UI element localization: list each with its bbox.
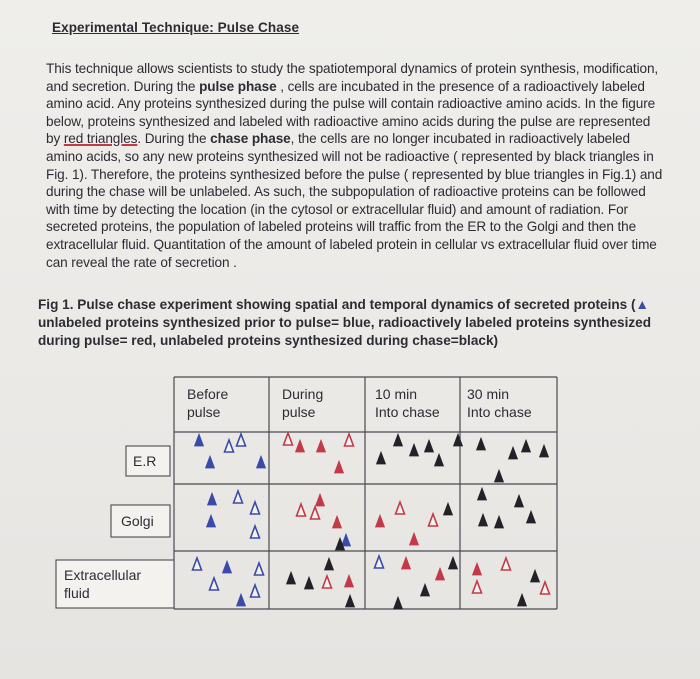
protein-triangle-icon: [375, 556, 384, 568]
legend-triangle-icon: ▲: [635, 297, 650, 312]
column-header-line1: 30 min: [467, 386, 510, 402]
protein-triangle-icon: [210, 578, 219, 590]
protein-triangle-icon: [207, 515, 216, 527]
protein-triangle-icon: [495, 516, 504, 528]
protein-triangle-icon: [225, 440, 234, 452]
column-header-30min: [467, 385, 532, 421]
protein-triangle-icon: [394, 597, 403, 609]
column-header-10min: [375, 385, 440, 421]
protein-triangle-icon: [342, 534, 351, 546]
para-text-4: , the cells are no longer incubated in radioactively labeled amino acids, so any new proteins synthesized will not be radioactive ( represented by black triangles in Fig. 1). Therefore, the proteins synthesized before the pulse ( represented by blue triangles in Fig.1) and during the chase will be unlabeled. As such, the subpopulation of radioactive proteins can be followed with time by detecting the location (in the cytosol or extracellular fluid) and amount of radiation. For secreted proteins, the population of labeled proteins will traffic from the ER to the Golgi and then the extracellular fluid. Quantitation of the amount of labeled protein in cellular vs extracellular fluid over time can reveal the rate of secretion .: [46, 131, 663, 270]
protein-triangle-icon: [234, 491, 243, 503]
protein-triangle-icon: [421, 584, 430, 596]
column-header-line2: Into chase: [467, 404, 532, 420]
protein-triangle-icon: [206, 456, 215, 468]
column-header-line2: pulse: [282, 404, 316, 420]
protein-triangle-icon: [394, 434, 403, 446]
figure-label: Fig 1.: [38, 297, 74, 312]
column-header-line2: pulse: [187, 404, 221, 420]
protein-triangle-icon: [237, 434, 246, 446]
protein-triangle-icon: [541, 582, 550, 594]
protein-triangle-icon: [251, 502, 260, 514]
pulse-phase-term: pulse phase: [199, 78, 277, 94]
protein-triangle-icon: [237, 594, 246, 606]
protein-triangle-icon: [345, 434, 354, 446]
protein-triangle-icon: [540, 445, 549, 457]
protein-triangle-icon: [435, 454, 444, 466]
protein-triangle-icon: [509, 447, 518, 459]
column-header-line1: 10 min: [375, 386, 418, 402]
protein-triangle-icon: [495, 470, 504, 482]
protein-triangle-icon: [251, 526, 260, 538]
protein-triangle-icon: [410, 533, 419, 545]
protein-triangle-icon: [257, 456, 266, 468]
column-header-during-pulse: [282, 385, 323, 421]
protein-triangle-icon: [502, 558, 511, 570]
protein-triangle-icon: [317, 440, 326, 452]
protein-triangle-icon: [515, 495, 524, 507]
column-header-line1: Before: [187, 386, 229, 402]
column-header-line1: During: [282, 386, 324, 402]
protein-triangle-icon: [449, 557, 458, 569]
protein-triangle-icon: [284, 433, 293, 445]
protein-triangle-icon: [251, 585, 260, 597]
protein-triangle-icon: [522, 440, 531, 452]
protein-triangle-icon: [377, 452, 386, 464]
document-title: Experimental Technique: Pulse Chase: [52, 20, 300, 35]
protein-triangle-icon: [376, 515, 385, 527]
protein-triangle-icon: [297, 504, 306, 516]
column-header-line2: Into chase: [375, 404, 440, 420]
protein-triangle-icon: [325, 558, 334, 570]
figure-legend-text: unlabeled proteins synthesized prior to pulse= blue, radioactively labeled proteins synthesized during pulse= red, unlabeled proteins synthesized during chase=black): [38, 314, 652, 348]
protein-triangle-icon: [305, 577, 314, 589]
protein-triangle-icon: [436, 568, 445, 580]
protein-triangle-icon: [335, 461, 344, 473]
protein-triangle-icon: [402, 557, 411, 569]
protein-triangle-icon: [478, 488, 487, 500]
column-header-before-pulse: [187, 385, 228, 421]
protein-triangle-icon: [345, 575, 354, 587]
protein-triangle-icon: [323, 576, 332, 588]
protein-triangle-icon: [477, 438, 486, 450]
protein-triangle-icon: [296, 440, 305, 452]
row-label-er: E.R: [133, 453, 157, 469]
protein-triangle-icon: [444, 503, 453, 515]
protein-triangle-icon: [193, 558, 202, 570]
red-triangles-term: red triangles: [63, 131, 138, 147]
protein-triangle-icon: [473, 563, 482, 575]
protein-triangle-icon: [429, 514, 438, 526]
protein-triangle-icon: [346, 595, 355, 607]
para-text-2: , cells are incubated in the presence of a radioactively labeled amino acid. Any proteins synthesized during the pulse will contain radioactive amino acids. In the figure below, proteins synthesized and labeled with radioactive amino acids during the pulse are represented by: [46, 78, 656, 147]
protein-triangle-icon: [316, 494, 325, 506]
protein-triangle-icon: [208, 493, 217, 505]
row-label-extracellular: [64, 566, 141, 602]
protein-triangle-icon: [479, 514, 488, 526]
row-label-line1: Extracellular: [64, 567, 142, 583]
protein-triangle-icon: [311, 507, 320, 519]
protein-triangle-icon: [333, 516, 342, 528]
para-text-1: This technique allows scientists to study the spatiotemporal dynamics of protein synthesis, modification, and secretion. During the: [46, 61, 659, 94]
chase-phase-term: chase phase: [210, 131, 291, 147]
protein-triangle-icon: [454, 434, 463, 446]
protein-triangle-icon: [473, 581, 482, 593]
row-label-line2: fluid: [64, 585, 90, 601]
protein-triangle-icon: [223, 561, 232, 573]
protein-triangle-icon: [410, 444, 419, 456]
protein-triangle-icon: [527, 511, 536, 523]
figure-caption-text: Pulse chase experiment showing spatial and temporal dynamics of secreted proteins (: [73, 297, 636, 312]
protein-triangle-icon: [518, 594, 527, 606]
protein-triangle-icon: [255, 563, 264, 575]
protein-triangle-icon: [396, 502, 405, 514]
para-text-3: . During the: [137, 131, 211, 147]
protein-triangle-icon: [287, 572, 296, 584]
protein-triangle-icon: [425, 440, 434, 452]
row-label-golgi: Golgi: [121, 513, 154, 529]
protein-triangle-icon: [531, 570, 540, 582]
protein-triangle-icon: [195, 434, 204, 446]
